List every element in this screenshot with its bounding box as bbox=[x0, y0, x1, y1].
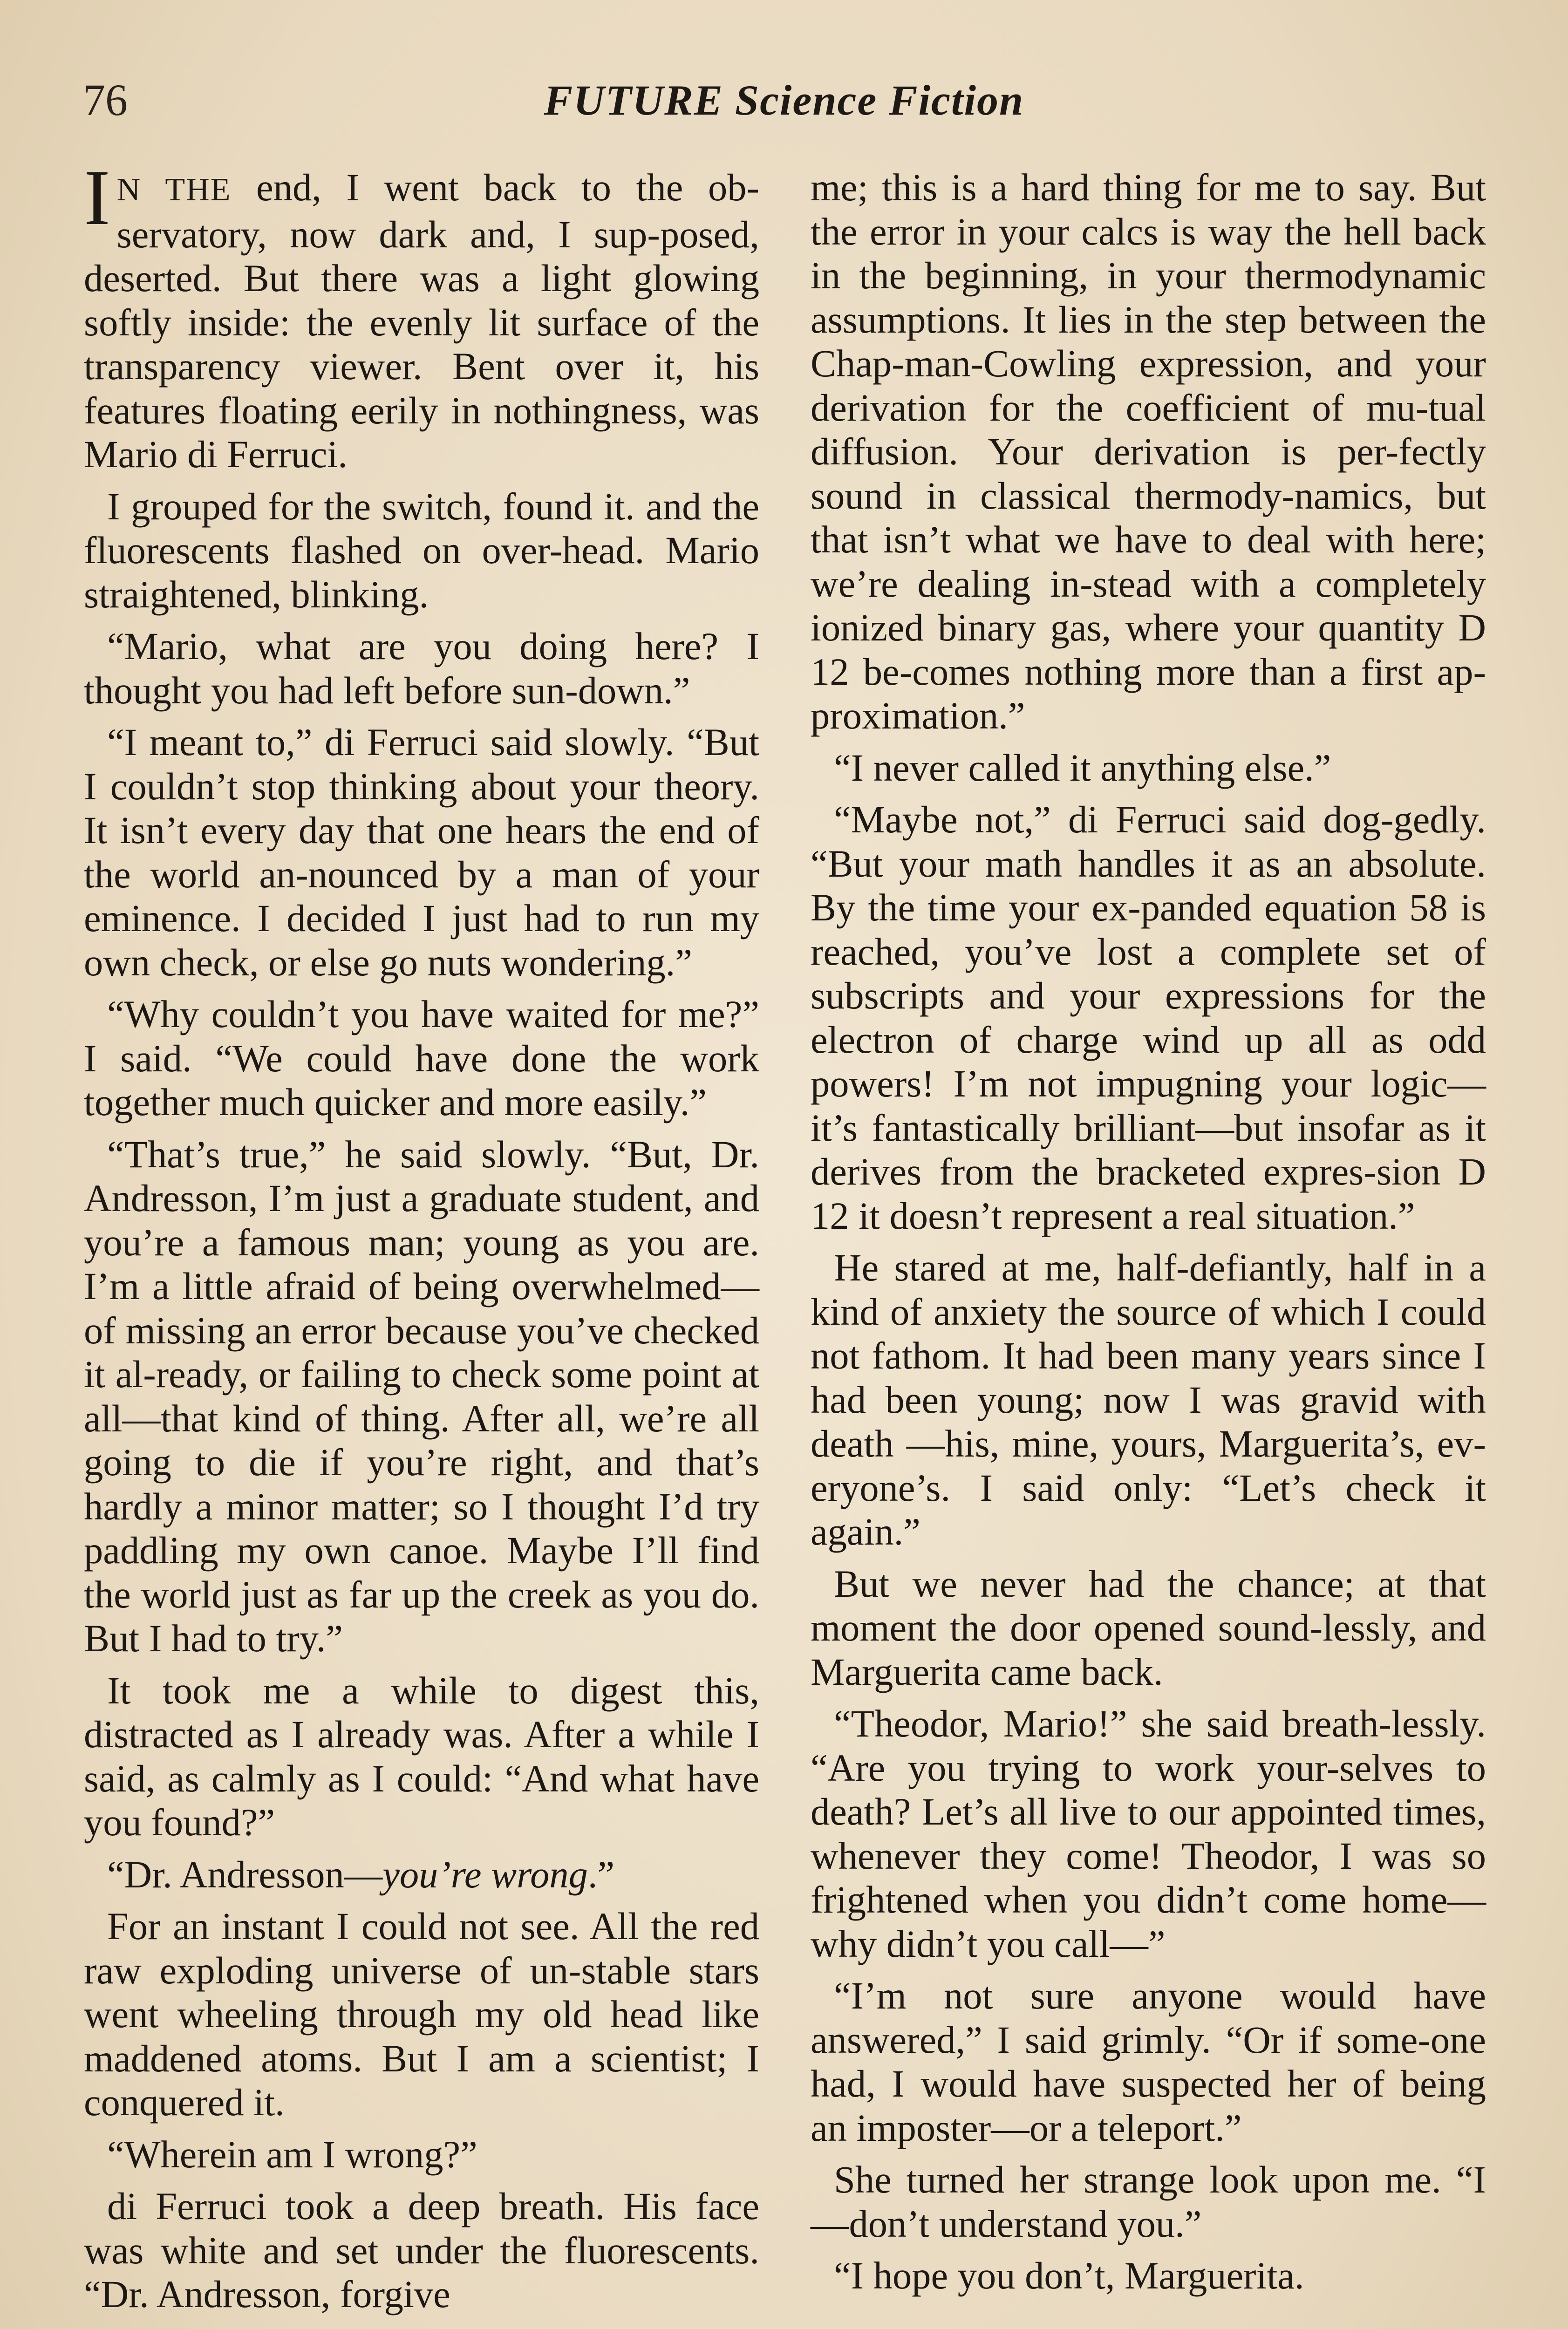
italic-emphasis: you’re wrong bbox=[382, 1852, 588, 1896]
paragraph: “Maybe not,” di Ferruci said dog-gedly. “But your math handles it as an absolute. By the time your ex-panded equation 58 is reached, you’ve lost a complete set of subscripts and your expressions for the electron of charge wind up all as odd powers! I’m not impugning your logic—it’s fantastically brilliant—but insofar as it derives from the bracketed expres-sion D 12 it doesn’t represent a real situation.” bbox=[811, 798, 1486, 1237]
paragraph: “Why couldn’t you have waited for me?” I said. “We could have done the work together much quicker and more easily.” bbox=[84, 993, 759, 1124]
paragraph: “I never called it anything else.” bbox=[834, 746, 1331, 789]
paragraph bbox=[84, 154, 759, 477]
paragraph: For an instant I could not see. All the red raw exploding universe of un-stable stars went wheeling through my old head like maddened atoms. But I am a scientist; I conquered it. bbox=[84, 1905, 759, 2124]
right-column bbox=[811, 165, 1486, 2329]
paragraph: “I meant to,” di Ferruci said slowly. “But I couldn’t stop thinking about your theory. It isn’t every day that one hears the end of the world an-nounced by a man of your eminence. I decided I just had to run my own check, or else go nuts wondering.” bbox=[84, 721, 759, 984]
paragraph: He stared at me, half-defiantly, half in a kind of anxiety the source of which I could not fathom. It had been many years since I had been young; now I was gravid with death —his, mine, yours, Marguerita’s, ev-eryone’s. I said only: “Let’s check it again.” bbox=[811, 1246, 1486, 1553]
paragraph: I grouped for the switch, found it. and the fluorescents flashed on over-head. Mario straightened, blinking. bbox=[84, 484, 759, 616]
paragraph: “Mario, what are you doing here? I thought you had left before sun-down.” bbox=[84, 625, 759, 712]
running-title: FUTURE Science Fiction bbox=[544, 76, 1024, 124]
paragraph: But we never had the chance; at that moment the door opened sound-lessly, and Marguerita came back. bbox=[811, 1562, 1486, 1693]
page-header bbox=[0, 70, 1568, 130]
paragraph: di Ferruci took a deep breath. His face was white and set under the fluorescents. “Dr. Andresson, forgive bbox=[84, 2185, 759, 2315]
paragraph-text: .” bbox=[587, 1852, 615, 1896]
paragraph: “That’s true,” he said slowly. “But, Dr. Andresson, I’m just a graduate student, and you’re a famous man; young as you are. I’m a little afraid of being overwhelmed—of missing an error because you’ve checked it al-ready, or failing to check some point at all—that kind of thing. After all, we’re all going to die if you’re right, and that’s hardly a minor matter; so I thought I’d try paddling my own canoe. Maybe I’ll find the world just as far up the creek as you do. But I had to try.” bbox=[84, 1132, 759, 1660]
drop-cap: I bbox=[84, 154, 110, 241]
paragraph: “I’m not sure anyone would have answered,” I said grimly. “Or if some-one had, I would have suspected her of being an imposter—or a teleport.” bbox=[811, 1974, 1486, 2149]
paragraph: “Theodor, Mario!” she said breath-lessly. “Are you trying to work your-selves to death? Let’s all live to our appointed times, whenever they come! Theodor, I was so frightened when you didn’t come home—why didn’t you call—” bbox=[811, 1702, 1486, 1965]
paragraph-text: “Dr. Andresson— bbox=[107, 1852, 383, 1896]
text-columns bbox=[84, 154, 1486, 2329]
paragraph-text: end, I went back to the ob-servatory, now dark and, I sup-posed, deserted. But there was a light glowing softly inside: the evenly lit surface of the transparency viewer. Bent over it, his features floating eerily in nothingness, was Mario di Ferruci. bbox=[84, 166, 759, 476]
paragraph: “I hope you don’t, Marguerita. bbox=[834, 2254, 1304, 2297]
page-number: 76 bbox=[83, 75, 128, 125]
paragraph bbox=[84, 1852, 759, 1897]
left-column bbox=[84, 154, 759, 2329]
paragraph: “Wherein am I wrong?” bbox=[107, 2132, 477, 2176]
small-caps-opening: N THE bbox=[116, 172, 232, 208]
paragraph: me; this is a hard thing for me to say. But the error in your calcs is way the hell back in the beginning, in your thermodynamic assumptions. It lies in the step between the Chap-man-Cowling expression, and your derivation for the coefficient of mu-tual diffusion. Your derivation is per-fectly sound in classical thermody-namics, but that isn’t what we have to deal with here; we’re dealing in-stead with a completely ionized binary gas, where your quantity D 12 be-comes nothing more than a first ap-proximation.” bbox=[811, 166, 1486, 737]
paragraph: It took me a while to digest this, distracted as I already was. After a while I said, as calmly as I could: “And what have you found?” bbox=[84, 1668, 759, 1844]
paragraph: She turned her strange look upon me. “I—don’t understand you.” bbox=[811, 2158, 1486, 2245]
